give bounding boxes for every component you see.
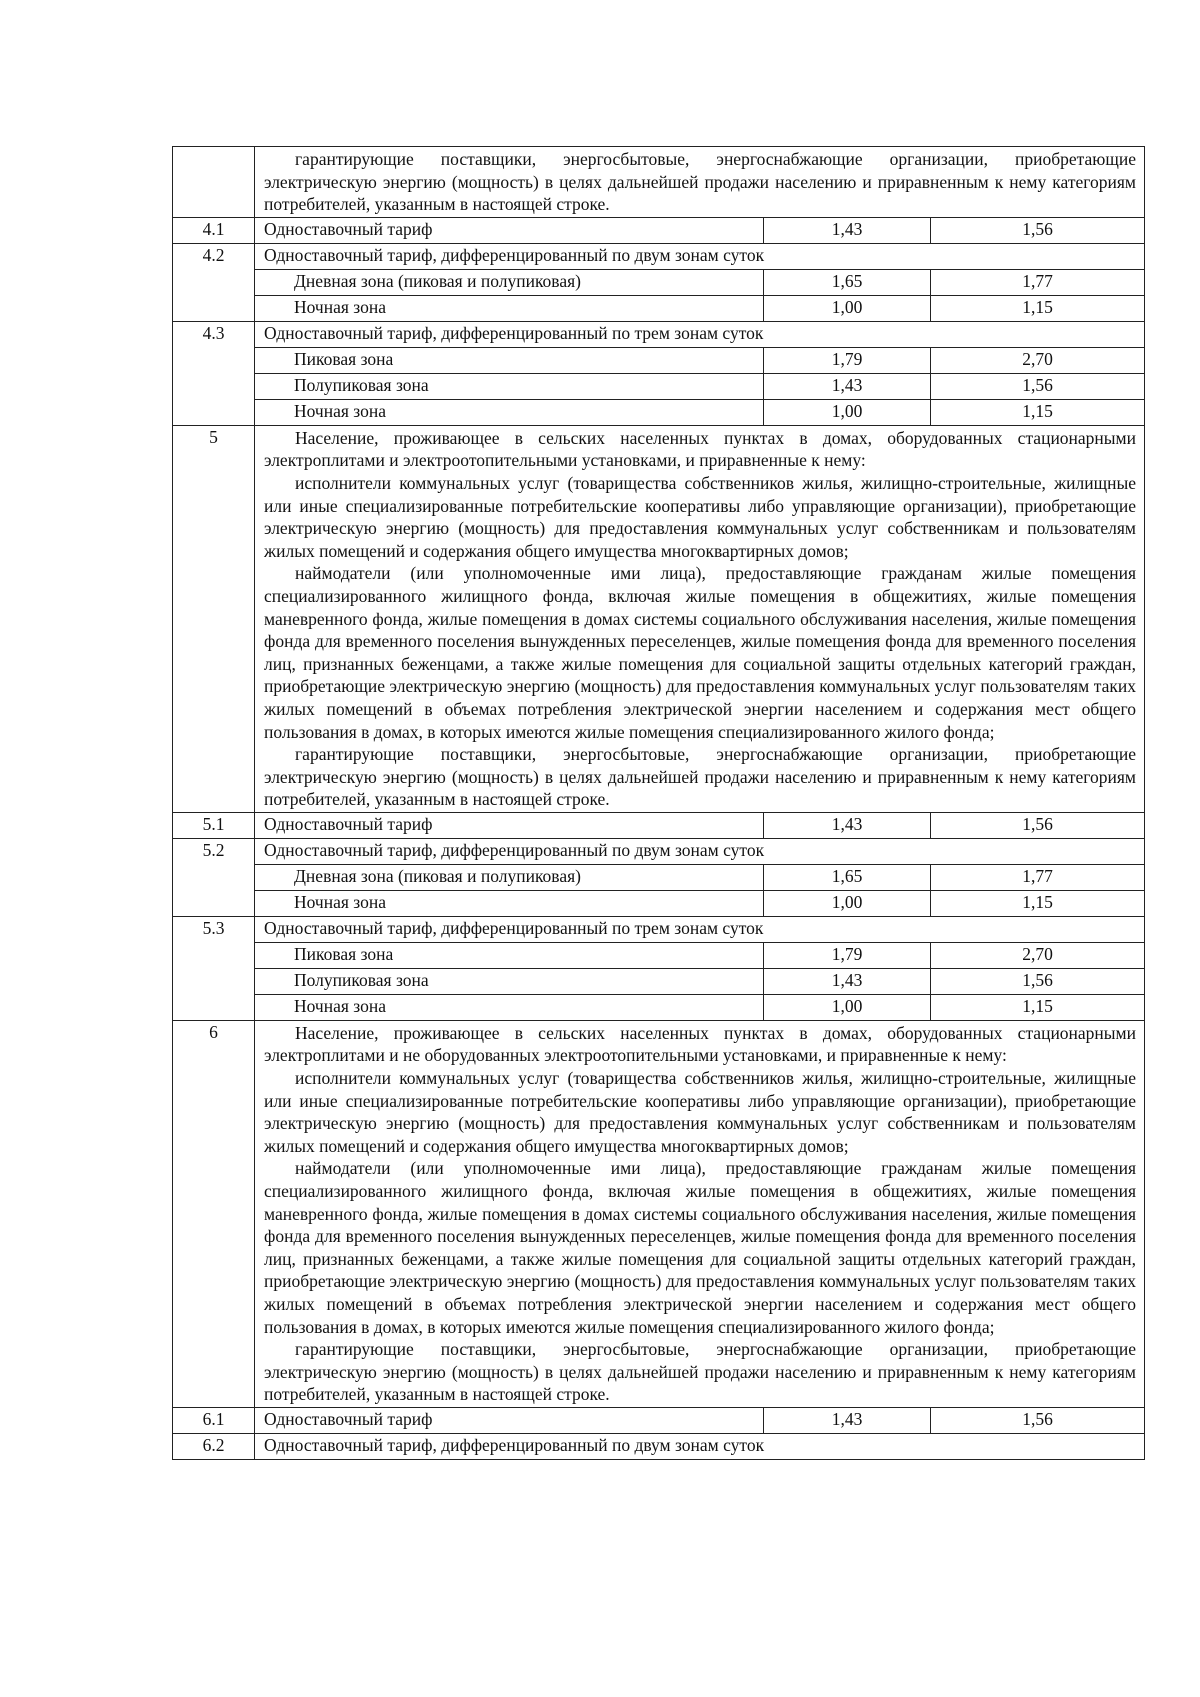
zone-value-2: 2,70 [931, 347, 1145, 373]
zone-value-1: 1,00 [764, 399, 931, 425]
tariff-row [173, 916, 1145, 942]
section-row [173, 425, 1145, 812]
tariff-label: Одноставочный тариф [255, 217, 764, 243]
zone-value-2: 1,15 [931, 890, 1145, 916]
zone-label: Ночная зона [255, 994, 764, 1020]
tariff-value-1: 1,43 [764, 812, 931, 838]
zone-value-1: 1,00 [764, 295, 931, 321]
section-paragraph: Население, проживающее в сельских населенных пунктах в домах, оборудованных стационарными электроплитами и электроотопительными установками, и приравненные к нему: [264, 427, 1136, 471]
zone-label: Полупиковая зона [255, 373, 764, 399]
tariff-label: Одноставочный тариф [255, 812, 764, 838]
tariff-row [173, 243, 1145, 269]
tariff-label: Одноставочный тариф, дифференцированный по двум зонам суток [255, 1433, 1145, 1459]
zone-row [173, 295, 1145, 321]
section-number [173, 147, 255, 218]
tariff-value-2: 1,56 [931, 217, 1145, 243]
zone-value-2: 1,77 [931, 269, 1145, 295]
tariff-value-1: 1,43 [764, 217, 931, 243]
tariff-number: 6.2 [173, 1433, 255, 1459]
tariff-value-1: 1,43 [764, 1407, 931, 1433]
zone-value-2: 1,77 [931, 864, 1145, 890]
zone-row [173, 890, 1145, 916]
zone-value-1: 1,79 [764, 347, 931, 373]
zone-row [173, 269, 1145, 295]
section-paragraph: Население, проживающее в сельских населенных пунктах в домах, оборудованных стационарными электроплитами и не оборудованных электроотопительными установками, и приравненные к нему: [264, 1022, 1136, 1066]
zone-value-1: 1,79 [764, 942, 931, 968]
zone-label: Дневная зона (пиковая и полупиковая) [255, 864, 764, 890]
zone-value-2: 1,15 [931, 399, 1145, 425]
zone-label: Полупиковая зона [255, 968, 764, 994]
section-description [255, 147, 1145, 218]
zone-row [173, 942, 1145, 968]
zone-label: Ночная зона [255, 890, 764, 916]
section-number: 6 [173, 1020, 255, 1407]
section-paragraph: наймодатели (или уполномоченные ими лица), предоставляющие гражданам жилые помещения специализированного жилищного фонда, включая жилые помещения в общежитиях, жилые помещения маневренного фонда, жилые помещения в домах системы социального обслуживания населения, жилые помещения фонда для временного поселения вынужденных переселенцев, жилые помещения фонда для временного поселения лиц, признанных беженцами, а также жилые помещения для социальной защиты отдельных категорий граждан, приобретающие электрическую энергию (мощность) для предоставления коммунальных услуг пользователям таких жилых помещений в объемах потребления электрической энергии населением и содержания мест общего пользования в домах, в которых имеются жилые помещения специализированного жилого фонда; [264, 563, 1136, 742]
section-row [173, 147, 1145, 218]
zone-label: Ночная зона [255, 295, 764, 321]
section-number: 5 [173, 425, 255, 812]
tariff-number: 5.1 [173, 812, 255, 838]
tariff-row [173, 1433, 1145, 1459]
section-paragraph: наймодатели (или уполномоченные ими лица), предоставляющие гражданам жилые помещения специализированного жилищного фонда, включая жилые помещения в общежитиях, жилые помещения маневренного фонда, жилые помещения в домах системы социального обслуживания населения, жилые помещения фонда для временного поселения вынужденных переселенцев, жилые помещения фонда для временного поселения лиц, признанных беженцами, а также жилые помещения для социальной защиты отдельных категорий граждан, приобретающие электрическую энергию (мощность) для предоставления коммунальных услуг пользователям таких жилых помещений в объемах потребления электрической энергии населением и содержания мест общего пользования в домах, в которых имеются жилые помещения специализированного жилого фонда; [264, 1158, 1136, 1337]
section-paragraph: гарантирующие поставщики, энергосбытовые, энергоснабжающие организации, приобретающие электрическую энергию (мощность) в целях дальнейшей продажи населению и приравненным к нему категориям потребителей, указанным в настоящей строке. [264, 1339, 1136, 1405]
tariff-row [173, 1407, 1145, 1433]
zone-value-1: 1,00 [764, 994, 931, 1020]
section-paragraph: гарантирующие поставщики, энергосбытовые, энергоснабжающие организации, приобретающие электрическую энергию (мощность) в целях дальнейшей продажи населению и приравненным к нему категориям потребителей, указанным в настоящей строке. [264, 744, 1136, 810]
tariff-row [173, 812, 1145, 838]
tariff-number: 4.1 [173, 217, 255, 243]
zone-label: Пиковая зона [255, 942, 764, 968]
zone-label: Ночная зона [255, 399, 764, 425]
tariff-row [173, 321, 1145, 347]
zone-row [173, 373, 1145, 399]
tariff-row [173, 838, 1145, 864]
zone-value-2: 1,56 [931, 968, 1145, 994]
zone-row [173, 968, 1145, 994]
tariff-number: 4.2 [173, 243, 255, 321]
section-paragraph: исполнители коммунальных услуг (товарищества собственников жилья, жилищно-строительные, жилищные или иные специализированные потребительские кооперативы либо управляющие организации), приобретающие электрическую энергию (мощность) для предоставления коммунальных услуг собственникам и пользователям жилых помещений и содержания общего имущества многоквартирных домов; [264, 1068, 1136, 1156]
tariff-label: Одноставочный тариф, дифференцированный по двум зонам суток [255, 243, 1145, 269]
section-row [173, 1020, 1145, 1407]
zone-value-2: 1,15 [931, 994, 1145, 1020]
tariff-number: 4.3 [173, 321, 255, 425]
zone-row [173, 347, 1145, 373]
zone-row [173, 994, 1145, 1020]
zone-label: Пиковая зона [255, 347, 764, 373]
section-description [255, 1020, 1145, 1407]
zone-row [173, 399, 1145, 425]
tariff-value-2: 1,56 [931, 812, 1145, 838]
zone-label: Дневная зона (пиковая и полупиковая) [255, 269, 764, 295]
zone-value-2: 2,70 [931, 942, 1145, 968]
zone-value-2: 1,56 [931, 373, 1145, 399]
zone-value-1: 1,00 [764, 890, 931, 916]
section-description [255, 425, 1145, 812]
tariff-number: 5.3 [173, 916, 255, 1020]
tariff-label: Одноставочный тариф, дифференцированный по трем зонам суток [255, 321, 1145, 347]
zone-value-1: 1,65 [764, 269, 931, 295]
section-paragraph: гарантирующие поставщики, энергосбытовые, энергоснабжающие организации, приобретающие электрическую энергию (мощность) в целях дальнейшей продажи населению и приравненным к нему категориям потребителей, указанным в настоящей строке. [264, 149, 1136, 215]
zone-row [173, 864, 1145, 890]
tariff-label: Одноставочный тариф, дифференцированный по двум зонам суток [255, 838, 1145, 864]
tariff-number: 6.1 [173, 1407, 255, 1433]
tariff-table [172, 146, 1145, 1460]
zone-value-1: 1,43 [764, 373, 931, 399]
tariff-table-body [173, 147, 1145, 1460]
tariff-value-2: 1,56 [931, 1407, 1145, 1433]
zone-value-2: 1,15 [931, 295, 1145, 321]
zone-value-1: 1,65 [764, 864, 931, 890]
section-paragraph: исполнители коммунальных услуг (товарищества собственников жилья, жилищно-строительные, жилищные или иные специализированные потребительские кооперативы либо управляющие организации), приобретающие электрическую энергию (мощность) для предоставления коммунальных услуг собственникам и пользователям жилых помещений и содержания общего имущества многоквартирных домов; [264, 472, 1136, 561]
tariff-number: 5.2 [173, 838, 255, 916]
tariff-row [173, 217, 1145, 243]
zone-value-1: 1,43 [764, 968, 931, 994]
tariff-label: Одноставочный тариф, дифференцированный по трем зонам суток [255, 916, 1145, 942]
tariff-label: Одноставочный тариф [255, 1407, 764, 1433]
